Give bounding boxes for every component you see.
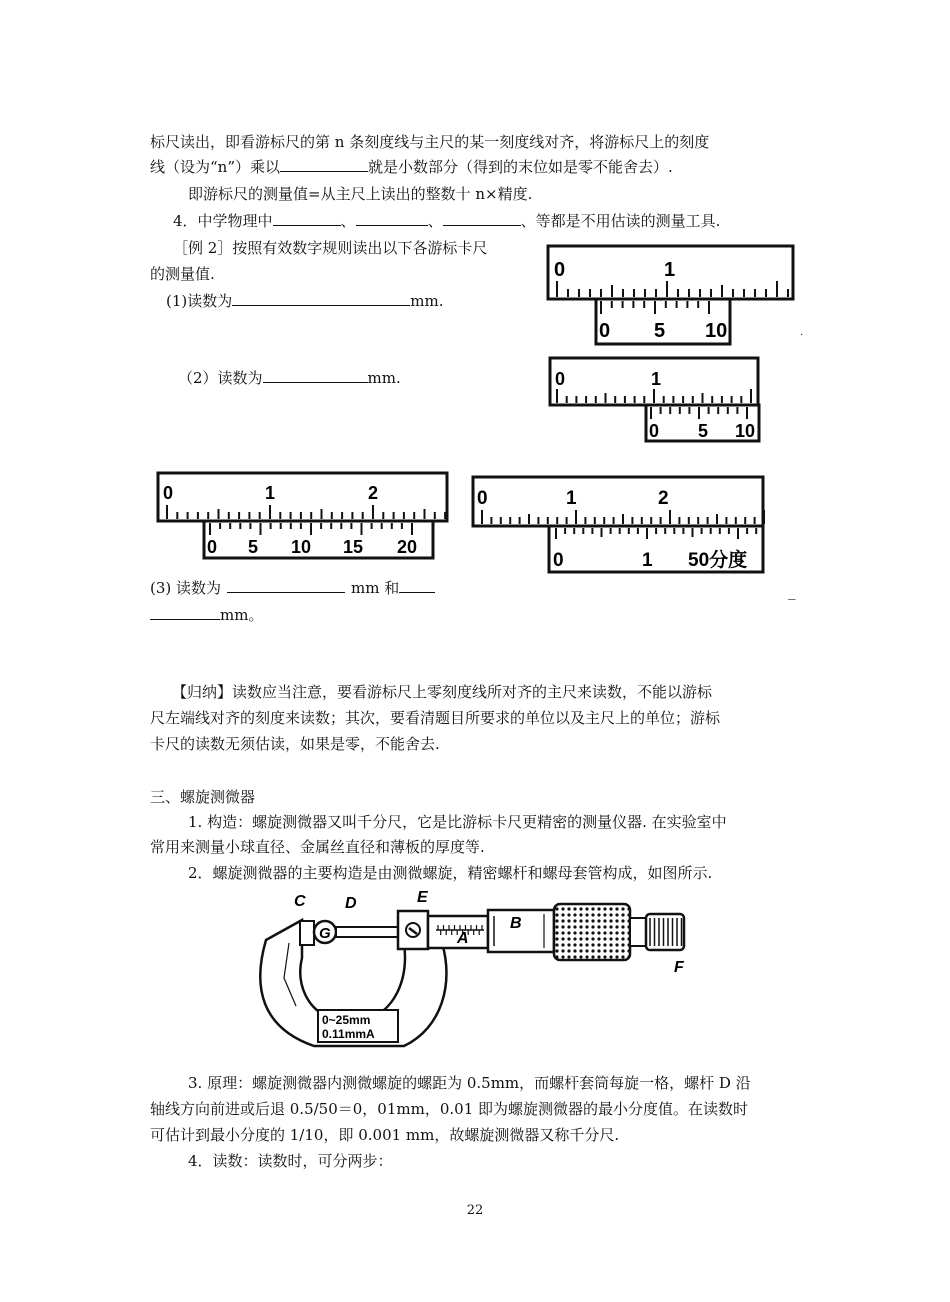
anvil xyxy=(300,921,314,945)
paragraph-line: 可估计到最小分度的 1/10，即 0.001 mm，故螺旋测微器又称千分尺. xyxy=(150,1126,620,1144)
label-d: D xyxy=(345,895,357,912)
spec-range: 0~25mm xyxy=(322,1013,371,1027)
vernier-caliper-1 xyxy=(545,243,800,348)
main-scale-label: 0 xyxy=(477,488,488,509)
summary-line: 卡尺的读数无须估读，如果是零，不能舍去. xyxy=(150,735,440,753)
question-3: (3) 读数为 mm 和 xyxy=(150,577,435,599)
example-heading: ［例 2］按照有效数字规则读出以下各游标卡尺 xyxy=(173,239,488,257)
paragraph-line: 的测量值. xyxy=(150,265,215,283)
vernier-scale-label: 10 xyxy=(291,537,312,557)
answer-blank[interactable] xyxy=(150,604,220,620)
ratchet xyxy=(646,914,684,950)
main-scale-label: 1 xyxy=(566,488,577,509)
answer-blank[interactable] xyxy=(280,156,368,172)
vernier-scale-label: 10 xyxy=(705,320,728,342)
paragraph-line: 即游标尺的测量值=从主尺上读出的整数十 n×精度. xyxy=(188,185,533,203)
main-scale-label: 2 xyxy=(368,483,379,503)
label-a: A xyxy=(457,930,469,947)
label-b: B xyxy=(510,915,522,932)
stray-dash: _ xyxy=(788,582,796,600)
vernier-scale-label: 0 xyxy=(553,550,564,571)
answer-blank[interactable] xyxy=(356,210,428,226)
vernier-scale-label: 15 xyxy=(343,537,364,557)
summary-line: 【归纳】读数应当注意，要看游标尺上零刻度线所对齐的主尺来读数，不能以游标 xyxy=(172,683,713,701)
summary-line: 尺左端线对齐的刻度来读数；其次，要看清题目所要求的单位以及主尺上的单位；游标 xyxy=(150,709,721,727)
label-c: C xyxy=(294,893,306,910)
label-e: E xyxy=(417,889,428,906)
answer-blank[interactable] xyxy=(263,367,368,383)
main-scale-label: 2 xyxy=(658,488,669,509)
answer-blank[interactable] xyxy=(232,290,410,306)
main-scale-label: 1 xyxy=(664,259,676,281)
paragraph-line: 1. 构造：螺旋测微器又叫千分尺，它是比游标卡尺更精密的测量仪器. 在实验室中 xyxy=(188,813,727,831)
vernier-scale-label: 20 xyxy=(397,537,418,557)
main-scale-label: 1 xyxy=(651,369,662,389)
vernier-scale-label: 5 xyxy=(248,537,259,557)
spindle xyxy=(336,927,398,937)
main-scale-label: 0 xyxy=(163,483,174,503)
paragraph-line: 轴线方向前进或后退 0.5/50＝0，01mm，0.01 即为螺旋测微器的最小分度值。在读数时 xyxy=(150,1100,749,1118)
vernier-scale-label: 1 xyxy=(642,550,653,571)
question-3-cont: mm。 xyxy=(150,604,263,626)
vernier-division-label: 50分度 xyxy=(688,550,748,571)
paragraph-line: 4．读数：读数时，可分两步： xyxy=(188,1152,393,1170)
vernier-caliper-2 xyxy=(547,355,767,445)
spec-precision: 0.11mmA xyxy=(322,1027,375,1041)
paragraph-line: 标尺读出，即看游标尺的第 n 条刻度线与主尺的某一刻度线对齐，将游标尺上的刻度 xyxy=(150,133,710,151)
question-2: （2）读数为 mm. xyxy=(178,369,401,387)
main-scale-label: 1 xyxy=(265,483,276,503)
label-g: G xyxy=(319,925,331,942)
knurled-grip xyxy=(554,904,630,960)
answer-blank[interactable] xyxy=(227,577,345,593)
vernier-scale-label: 5 xyxy=(698,421,709,441)
section-heading: 三、螺旋测微器 xyxy=(150,788,256,806)
label-f: F xyxy=(674,959,684,976)
paragraph-line: 3. 原理：螺旋测微器内测微螺旋的螺距为 0.5mm，而螺杆套筒每旋一格，螺杆 D 沿 xyxy=(188,1074,751,1092)
vernier-caliper-3 xyxy=(155,470,453,562)
vernier-scale-label: 10 xyxy=(735,421,756,441)
question-1: (1)读数为 mm. xyxy=(166,292,444,310)
paragraph-line: 4．中学物理中 、 、 、等都是不用估读的测量工具. xyxy=(173,212,721,230)
vernier-scale-label: 0 xyxy=(207,537,218,557)
main-scale-label: 0 xyxy=(554,259,566,281)
answer-blank[interactable] xyxy=(443,210,521,226)
ratchet-neck xyxy=(630,918,646,946)
paragraph-line: 线（设为“n”）乘以 就是小数部分（得到的末位如是零不能舍去）. xyxy=(150,158,673,176)
answer-blank[interactable] xyxy=(273,210,341,226)
page-number: 22 xyxy=(466,1203,484,1218)
vernier-scale-label: 0 xyxy=(599,320,611,342)
main-scale-label: 0 xyxy=(555,369,566,389)
answer-blank[interactable] xyxy=(399,577,435,593)
micrometer-diagram xyxy=(254,888,694,1058)
vernier-caliper-4 xyxy=(470,474,768,576)
vernier-scale-label: 0 xyxy=(649,421,660,441)
vernier-scale-label: 5 xyxy=(654,320,666,342)
paragraph-line: 2．螺旋测微器的主要构造是由测微螺旋，精密螺杆和螺母套管构成，如图所示. xyxy=(188,864,713,882)
paragraph-line: 常用来测量小球直径、金属丝直径和薄板的厚度等. xyxy=(150,838,485,856)
stray-dot: . xyxy=(800,327,804,338)
